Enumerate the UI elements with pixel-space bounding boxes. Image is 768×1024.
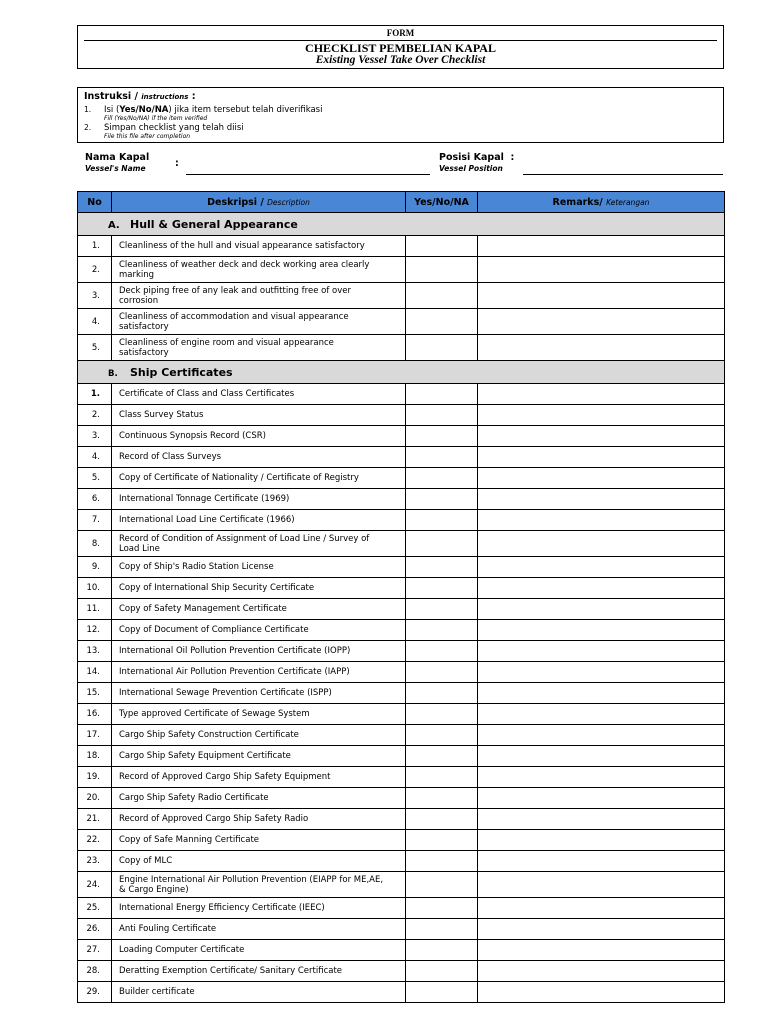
table-row bbox=[78, 335, 725, 361]
row-description: International Oil Pollution Prevention Certificate (IOPP) bbox=[112, 641, 406, 662]
table-row bbox=[78, 309, 725, 335]
section-title: Hull & General Appearance bbox=[130, 217, 298, 231]
row-description: Record of Condition of Assignment of Load Line / Survey of Load Line bbox=[112, 531, 406, 557]
row-number: 19. bbox=[78, 767, 112, 788]
row-description: Deck piping free of any leak and outfitting free of over corrosion bbox=[112, 283, 406, 309]
table-row bbox=[78, 830, 725, 851]
yes-no-na-cell[interactable] bbox=[406, 641, 478, 662]
row-number: 8. bbox=[78, 531, 112, 557]
yes-no-na-cell[interactable] bbox=[406, 599, 478, 620]
row-description: Cargo Ship Safety Construction Certificate bbox=[112, 725, 406, 746]
table-row bbox=[78, 510, 725, 531]
table-row bbox=[78, 257, 725, 283]
table-row bbox=[78, 961, 725, 982]
vessel-position-field[interactable] bbox=[523, 174, 723, 175]
yes-no-na-cell[interactable] bbox=[406, 767, 478, 788]
yes-no-na-cell[interactable] bbox=[406, 257, 478, 283]
row-number: 5. bbox=[78, 468, 112, 489]
col-header-remarks: Remarks/ Keterangan bbox=[478, 192, 725, 213]
remarks-cell[interactable] bbox=[478, 641, 725, 662]
remarks-cell[interactable] bbox=[478, 405, 725, 426]
row-description: Class Survey Status bbox=[112, 405, 406, 426]
table-row bbox=[78, 851, 725, 872]
yes-no-na-cell[interactable] bbox=[406, 898, 478, 919]
row-number: 17. bbox=[78, 725, 112, 746]
row-number: 5. bbox=[78, 335, 112, 361]
yes-no-na-cell[interactable] bbox=[406, 725, 478, 746]
row-description: Cleanliness of the hull and visual appearance satisfactory bbox=[112, 236, 406, 257]
table-row bbox=[78, 746, 725, 767]
row-number: 18. bbox=[78, 746, 112, 767]
table-row bbox=[78, 384, 725, 405]
table-row bbox=[78, 788, 725, 809]
table-row bbox=[78, 982, 725, 1003]
remarks-cell[interactable] bbox=[478, 309, 725, 335]
row-number: 11. bbox=[78, 599, 112, 620]
form-header bbox=[77, 25, 724, 69]
remarks-cell[interactable] bbox=[478, 489, 725, 510]
row-description: Type approved Certificate of Sewage System bbox=[112, 704, 406, 725]
vessel-position-label: Posisi Kapal : bbox=[439, 152, 515, 163]
row-description: Record of Approved Cargo Ship Safety Equipment bbox=[112, 767, 406, 788]
table-row bbox=[78, 578, 725, 599]
yes-no-na-cell[interactable] bbox=[406, 940, 478, 961]
vessel-name-label-en: Vessel's Name bbox=[85, 164, 146, 173]
instructions-title: Instruksi / instructions : bbox=[84, 91, 196, 102]
row-number: 1. bbox=[78, 384, 112, 405]
yes-no-na-cell[interactable] bbox=[406, 447, 478, 468]
table-row bbox=[78, 683, 725, 704]
remarks-cell[interactable] bbox=[478, 704, 725, 725]
table-row bbox=[78, 236, 725, 257]
table-row bbox=[78, 725, 725, 746]
row-description: Copy of Ship's Radio Station License bbox=[112, 557, 406, 578]
table-row bbox=[78, 426, 725, 447]
row-description: Certificate of Class and Class Certificates bbox=[112, 384, 406, 405]
row-number: 2. bbox=[78, 257, 112, 283]
col-header-no: No bbox=[78, 192, 112, 213]
yes-no-na-cell[interactable] bbox=[406, 489, 478, 510]
table-row bbox=[78, 405, 725, 426]
row-description: Copy of Safe Manning Certificate bbox=[112, 830, 406, 851]
row-number: 15. bbox=[78, 683, 112, 704]
remarks-cell[interactable] bbox=[478, 578, 725, 599]
row-description: Record of Class Surveys bbox=[112, 447, 406, 468]
table-row bbox=[78, 872, 725, 898]
yes-no-na-cell[interactable] bbox=[406, 982, 478, 1003]
row-description: International Load Line Certificate (1966) bbox=[112, 510, 406, 531]
row-number: 4. bbox=[78, 309, 112, 335]
row-description: Anti Fouling Certificate bbox=[112, 919, 406, 940]
vessel-name-colon: : bbox=[175, 158, 179, 169]
row-number: 22. bbox=[78, 830, 112, 851]
col-header-description: Deskripsi / Description bbox=[112, 192, 406, 213]
row-description: Continuous Synopsis Record (CSR) bbox=[112, 426, 406, 447]
table-row bbox=[78, 919, 725, 940]
yes-no-na-cell[interactable] bbox=[406, 872, 478, 898]
remarks-cell[interactable] bbox=[478, 384, 725, 405]
remarks-cell[interactable] bbox=[478, 725, 725, 746]
remarks-cell[interactable] bbox=[478, 919, 725, 940]
remarks-cell[interactable] bbox=[478, 851, 725, 872]
section-header bbox=[78, 213, 725, 236]
row-number: 3. bbox=[78, 426, 112, 447]
table-row bbox=[78, 283, 725, 309]
row-description: Cleanliness of engine room and visual appearance satisfactory bbox=[112, 335, 406, 361]
table-row bbox=[78, 809, 725, 830]
row-description: Cleanliness of weather deck and deck working area clearly marking bbox=[112, 257, 406, 283]
yes-no-na-cell[interactable] bbox=[406, 919, 478, 940]
yes-no-na-cell[interactable] bbox=[406, 961, 478, 982]
yes-no-na-cell[interactable] bbox=[406, 620, 478, 641]
row-number: 6. bbox=[78, 489, 112, 510]
row-description: Deratting Exemption Certificate/ Sanitary Certificate bbox=[112, 961, 406, 982]
yes-no-na-cell[interactable] bbox=[406, 578, 478, 599]
yes-no-na-cell[interactable] bbox=[406, 405, 478, 426]
row-description: Engine International Air Pollution Prevention (EIAPP for ME,AE, & Cargo Engine) bbox=[112, 872, 406, 898]
section-header bbox=[78, 361, 725, 384]
yes-no-na-cell[interactable] bbox=[406, 335, 478, 361]
instruction-item-1: 1. Isi (Yes/No/NA) jika item tersebut telah diverifikasi bbox=[84, 105, 323, 115]
row-number: 7. bbox=[78, 510, 112, 531]
table-row bbox=[78, 662, 725, 683]
remarks-cell[interactable] bbox=[478, 531, 725, 557]
row-description: Record of Approved Cargo Ship Safety Radio bbox=[112, 809, 406, 830]
section-letter: B. bbox=[108, 368, 118, 379]
row-number: 29. bbox=[78, 982, 112, 1003]
yes-no-na-cell[interactable] bbox=[406, 283, 478, 309]
remarks-cell[interactable] bbox=[478, 468, 725, 489]
vessel-position-label-en: Vessel Position bbox=[439, 164, 503, 173]
remarks-cell[interactable] bbox=[478, 872, 725, 898]
row-number: 21. bbox=[78, 809, 112, 830]
row-description: Copy of Safety Management Certificate bbox=[112, 599, 406, 620]
remarks-cell[interactable] bbox=[478, 809, 725, 830]
section-header-row bbox=[78, 213, 725, 236]
row-number: 20. bbox=[78, 788, 112, 809]
section-letter: A. bbox=[108, 219, 120, 231]
instruction-item-2: 2. Simpan checklist yang telah diisi bbox=[84, 123, 244, 133]
table-row bbox=[78, 898, 725, 919]
row-number: 23. bbox=[78, 851, 112, 872]
section-header-row bbox=[78, 361, 725, 384]
yes-no-na-cell[interactable] bbox=[406, 662, 478, 683]
row-number: 27. bbox=[78, 940, 112, 961]
yes-no-na-cell[interactable] bbox=[406, 384, 478, 405]
remarks-cell[interactable] bbox=[478, 746, 725, 767]
row-number: 1. bbox=[78, 236, 112, 257]
table-row bbox=[78, 447, 725, 468]
row-description: Copy of MLC bbox=[112, 851, 406, 872]
yes-no-na-cell[interactable] bbox=[406, 468, 478, 489]
row-description: International Sewage Prevention Certificate (ISPP) bbox=[112, 683, 406, 704]
remarks-cell[interactable] bbox=[478, 335, 725, 361]
row-description: Builder certificate bbox=[112, 982, 406, 1003]
yes-no-na-cell[interactable] bbox=[406, 830, 478, 851]
instruction-item-1-en: Fill (Yes/No/NA) if the item verified bbox=[104, 115, 208, 122]
remarks-cell[interactable] bbox=[478, 510, 725, 531]
remarks-cell[interactable] bbox=[478, 767, 725, 788]
row-description: Copy of Document of Compliance Certificate bbox=[112, 620, 406, 641]
remarks-cell[interactable] bbox=[478, 257, 725, 283]
yes-no-na-cell[interactable] bbox=[406, 531, 478, 557]
row-number: 3. bbox=[78, 283, 112, 309]
table-header-row bbox=[78, 192, 725, 213]
remarks-cell[interactable] bbox=[478, 447, 725, 468]
table-row bbox=[78, 641, 725, 662]
remarks-cell[interactable] bbox=[478, 683, 725, 704]
section-title: Ship Certificates bbox=[130, 365, 233, 379]
row-number: 14. bbox=[78, 662, 112, 683]
row-description: International Tonnage Certificate (1969) bbox=[112, 489, 406, 510]
page-title: CHECKLIST PEMBELIAN KAPAL bbox=[305, 41, 496, 55]
remarks-cell[interactable] bbox=[478, 830, 725, 851]
yes-no-na-cell[interactable] bbox=[406, 851, 478, 872]
remarks-cell[interactable] bbox=[478, 788, 725, 809]
yes-no-na-cell[interactable] bbox=[406, 236, 478, 257]
table-row bbox=[78, 599, 725, 620]
row-number: 16. bbox=[78, 704, 112, 725]
row-number: 28. bbox=[78, 961, 112, 982]
table-row bbox=[78, 767, 725, 788]
table-row bbox=[78, 940, 725, 961]
remarks-cell[interactable] bbox=[478, 961, 725, 982]
row-number: 26. bbox=[78, 919, 112, 940]
remarks-cell[interactable] bbox=[478, 940, 725, 961]
remarks-cell[interactable] bbox=[478, 557, 725, 578]
row-description: Loading Computer Certificate bbox=[112, 940, 406, 961]
checklist-table bbox=[77, 191, 725, 1003]
remarks-cell[interactable] bbox=[478, 236, 725, 257]
yes-no-na-cell[interactable] bbox=[406, 309, 478, 335]
row-number: 13. bbox=[78, 641, 112, 662]
row-number: 25. bbox=[78, 898, 112, 919]
row-description: Copy of Certificate of Nationality / Certificate of Registry bbox=[112, 468, 406, 489]
remarks-cell[interactable] bbox=[478, 283, 725, 309]
row-number: 9. bbox=[78, 557, 112, 578]
remarks-cell[interactable] bbox=[478, 898, 725, 919]
instruction-item-2-en: File this file after completion bbox=[104, 133, 191, 140]
yes-no-na-cell[interactable] bbox=[406, 704, 478, 725]
yes-no-na-cell[interactable] bbox=[406, 510, 478, 531]
remarks-cell[interactable] bbox=[478, 982, 725, 1003]
form-label: FORM bbox=[386, 28, 415, 38]
table-row bbox=[78, 704, 725, 725]
row-description: Cargo Ship Safety Equipment Certificate bbox=[112, 746, 406, 767]
row-number: 4. bbox=[78, 447, 112, 468]
vessel-name-label: Nama Kapal bbox=[85, 152, 150, 163]
table-row bbox=[78, 489, 725, 510]
table-row bbox=[78, 620, 725, 641]
yes-no-na-cell[interactable] bbox=[406, 746, 478, 767]
vessel-name-field[interactable] bbox=[186, 174, 430, 175]
yes-no-na-cell[interactable] bbox=[406, 426, 478, 447]
row-number: 2. bbox=[78, 405, 112, 426]
yes-no-na-cell[interactable] bbox=[406, 557, 478, 578]
row-description: International Energy Efficiency Certificate (IEEC) bbox=[112, 898, 406, 919]
row-description: Copy of International Ship Security Certificate bbox=[112, 578, 406, 599]
remarks-cell[interactable] bbox=[478, 599, 725, 620]
yes-no-na-cell[interactable] bbox=[406, 683, 478, 704]
table-row bbox=[78, 557, 725, 578]
col-header-yes-no-na: Yes/No/NA bbox=[406, 192, 478, 213]
table-row bbox=[78, 531, 725, 557]
remarks-cell[interactable] bbox=[478, 426, 725, 447]
row-number: 24. bbox=[78, 872, 112, 898]
row-number: 10. bbox=[78, 578, 112, 599]
yes-no-na-cell[interactable] bbox=[406, 809, 478, 830]
row-description: Cleanliness of accommodation and visual appearance satisfactory bbox=[112, 309, 406, 335]
remarks-cell[interactable] bbox=[478, 620, 725, 641]
row-description: Cargo Ship Safety Radio Certificate bbox=[112, 788, 406, 809]
row-number: 12. bbox=[78, 620, 112, 641]
remarks-cell[interactable] bbox=[478, 662, 725, 683]
instructions-box bbox=[77, 87, 724, 143]
yes-no-na-cell[interactable] bbox=[406, 788, 478, 809]
table-row bbox=[78, 468, 725, 489]
page-subtitle: Existing Vessel Take Over Checklist bbox=[315, 54, 486, 66]
row-description: International Air Pollution Prevention Certificate (IAPP) bbox=[112, 662, 406, 683]
